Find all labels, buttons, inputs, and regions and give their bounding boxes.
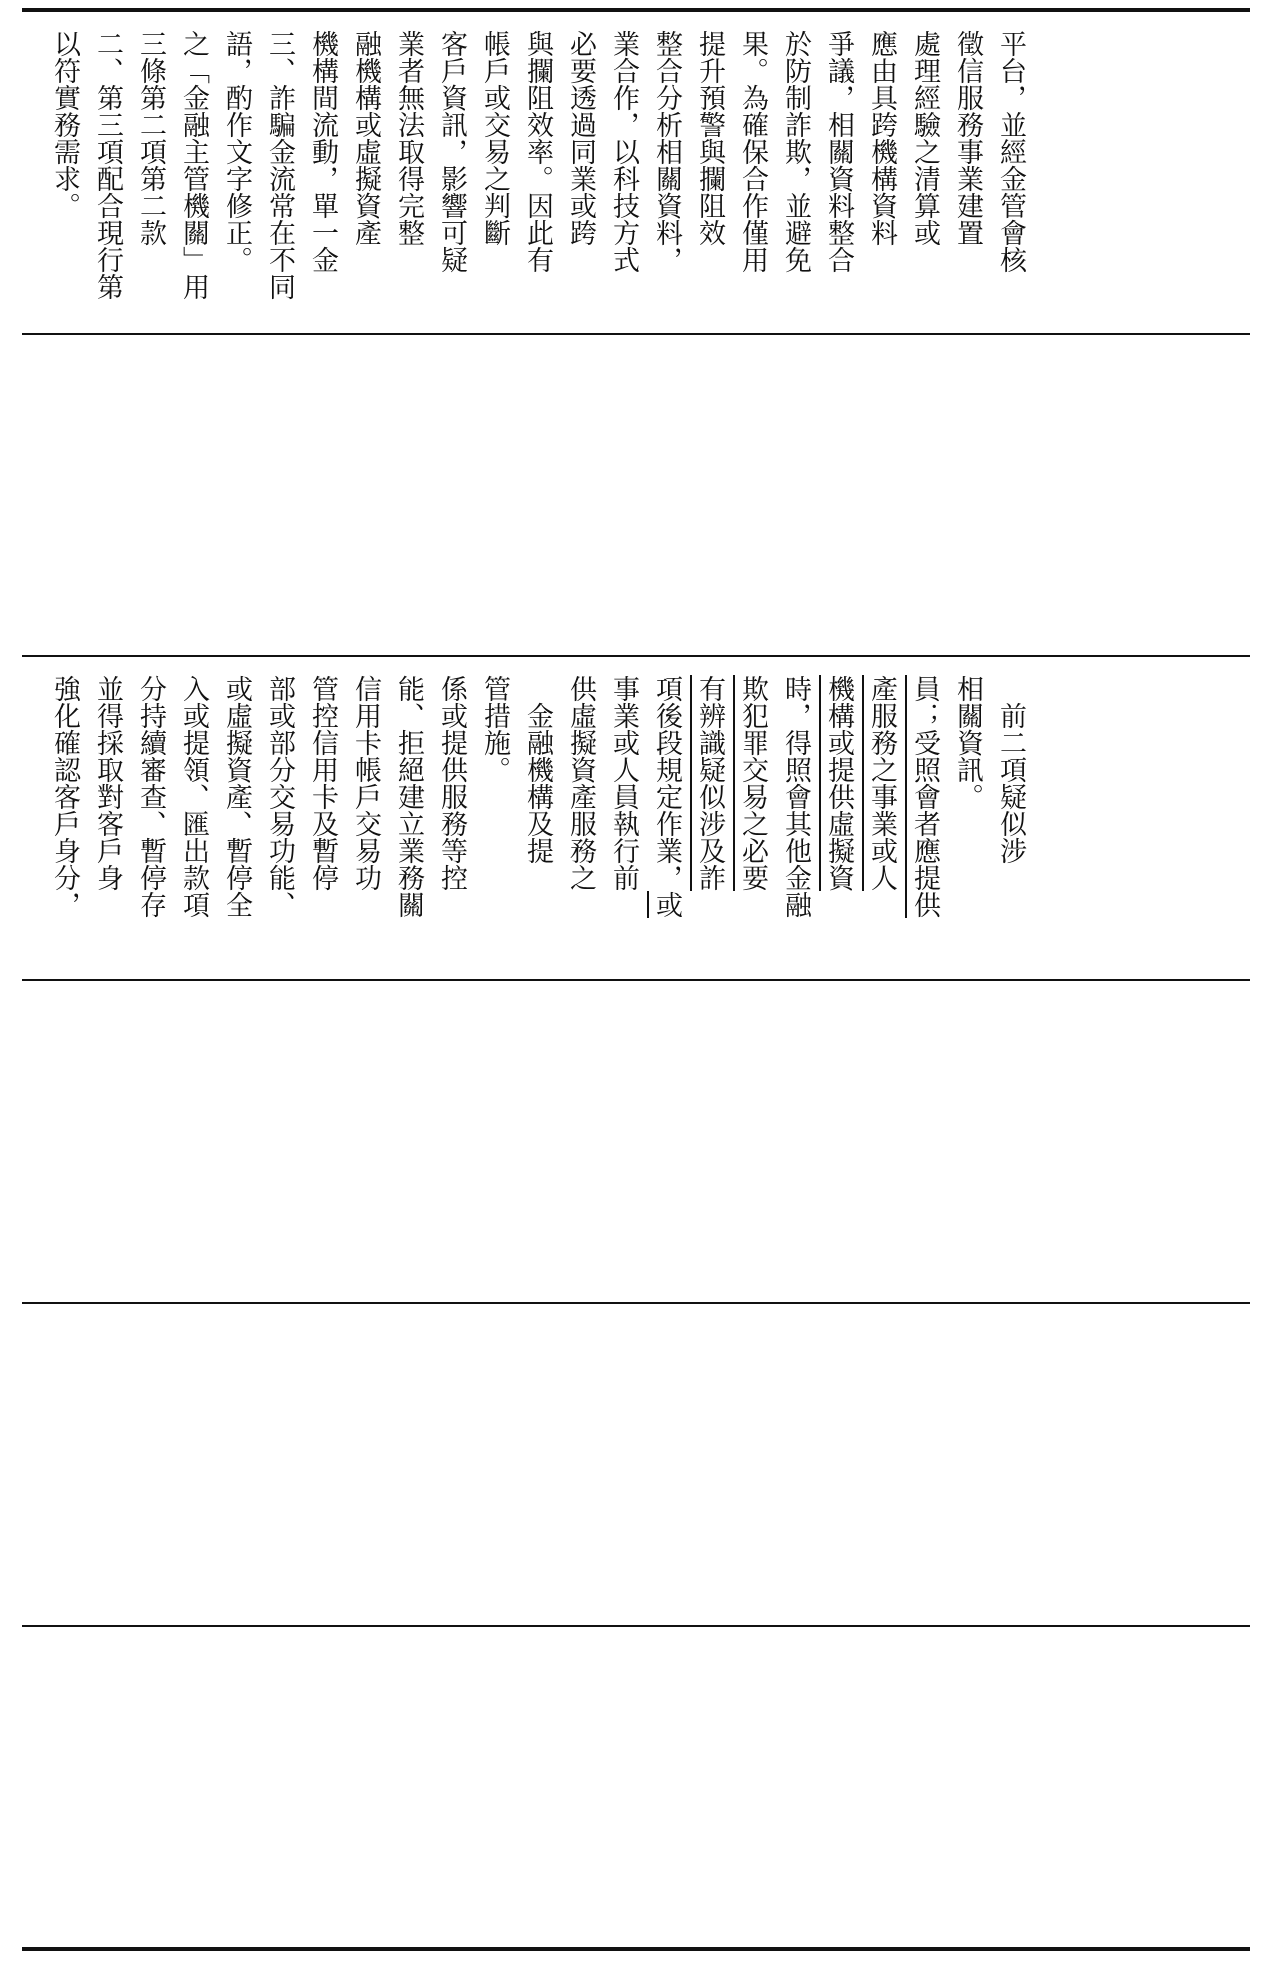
- text-column: 於防制詐欺，並避免: [780, 30, 811, 273]
- text-column: 以符實務需求。: [49, 30, 80, 219]
- text-run: 管控信用卡及暫停: [307, 675, 338, 891]
- text-run: 部或部分交易功能、: [264, 675, 295, 918]
- text-column: 之「金融主管機關」用: [178, 30, 209, 300]
- text-column: [605, 675, 641, 891]
- text-column: 與攔阻效率。因此有: [522, 30, 553, 273]
- text-column: 三條第二項第二款: [135, 30, 166, 246]
- text-column: [46, 675, 82, 918]
- text-column: [132, 675, 168, 918]
- text-column: [347, 675, 383, 891]
- empty-table-cell: [22, 1304, 1250, 1623]
- text-column: 提升預警與攔阻效: [694, 30, 725, 246]
- text-run: 事業或人員執行前: [608, 675, 639, 891]
- text-column: 業合作，以科技方式: [608, 30, 639, 273]
- text-run: 並得採取對客戶身: [92, 675, 123, 891]
- text-run: 金融機構及提: [522, 675, 553, 864]
- text-run: 供虛擬資產服務之: [565, 675, 596, 891]
- text-run: 入或提領、匯出款項: [178, 675, 209, 918]
- empty-table-cell: [22, 1627, 1250, 1945]
- text-run: 相關資訊。: [952, 675, 983, 810]
- text-run: 分持續審查、暫停存: [135, 675, 166, 918]
- amended-text-run: 或: [651, 891, 682, 918]
- text-run: 前二項疑似涉: [995, 675, 1026, 864]
- amended-text-run: 欺犯罪交易之必要: [737, 675, 768, 891]
- empty-table-cell: [22, 335, 1250, 653]
- text-column: [175, 675, 211, 918]
- text-column: [906, 675, 942, 918]
- text-run: 能、拒絕建立業務關: [393, 675, 424, 918]
- text-column: [949, 675, 985, 810]
- article-text-panel: [22, 657, 1250, 977]
- text-column: [89, 675, 125, 891]
- text-column: [691, 675, 727, 891]
- text-run: 管措施。: [479, 675, 510, 783]
- text-run: 項後段規定作業，: [651, 675, 682, 891]
- text-column: 徵信服務事業建置: [952, 30, 983, 246]
- text-column: 爭議，相關資料整合: [823, 30, 854, 273]
- text-column: [562, 675, 598, 891]
- text-column: [218, 675, 254, 918]
- text-column: [992, 675, 1028, 864]
- table-border-bottom: [22, 1947, 1250, 1951]
- text-column: 果。為確保合作僅用: [737, 30, 768, 273]
- text-run: 信用卡帳戶交易功: [350, 675, 381, 891]
- text-column: [304, 675, 340, 891]
- text-column: [519, 675, 555, 864]
- text-column: 整合分析相關資料，: [651, 30, 682, 273]
- empty-table-cell: [22, 981, 1250, 1300]
- text-column: 應由具跨機構資料: [866, 30, 897, 246]
- text-run: 時，得照會其他金融: [780, 675, 811, 918]
- text-column: 業者無法取得完整: [393, 30, 424, 246]
- amended-text-run: 有辨識疑似涉及詐: [694, 675, 725, 891]
- text-column: 平台，並經金管會核: [995, 30, 1026, 273]
- text-column: 必要透過同業或跨: [565, 30, 596, 246]
- text-column: 融機構或虛擬資產: [350, 30, 381, 246]
- explanation-text-panel: [22, 12, 1250, 332]
- text-run: 係或提供服務等控: [436, 675, 467, 891]
- text-column: [734, 675, 770, 891]
- text-column: [777, 675, 813, 918]
- text-column: [648, 675, 684, 918]
- text-column: [476, 675, 512, 783]
- text-column: 語，酌作文字修正。: [221, 30, 252, 273]
- text-column: [261, 675, 297, 918]
- text-column: [390, 675, 426, 918]
- text-column: [863, 675, 899, 891]
- text-column: 二、第三項配合現行第: [92, 30, 123, 300]
- text-run: 強化確認客戶身分，: [49, 675, 80, 918]
- text-run: 或虛擬資產、暫停全: [221, 675, 252, 918]
- text-column: 處理經驗之清算或: [909, 30, 940, 246]
- amended-text-run: 機構或提供虛擬資: [823, 675, 854, 891]
- text-column: 帳戶或交易之判斷: [479, 30, 510, 246]
- text-column: [820, 675, 856, 891]
- text-column: 三、詐騙金流常在不同: [264, 30, 295, 300]
- text-column: 機構間流動，單一金: [307, 30, 338, 273]
- amended-text-run: 產服務之事業或人: [866, 675, 897, 891]
- text-column: 客戶資訊，影響可疑: [436, 30, 467, 273]
- amended-text-run: 員；受照會者應提供: [909, 675, 940, 918]
- text-column: [433, 675, 469, 891]
